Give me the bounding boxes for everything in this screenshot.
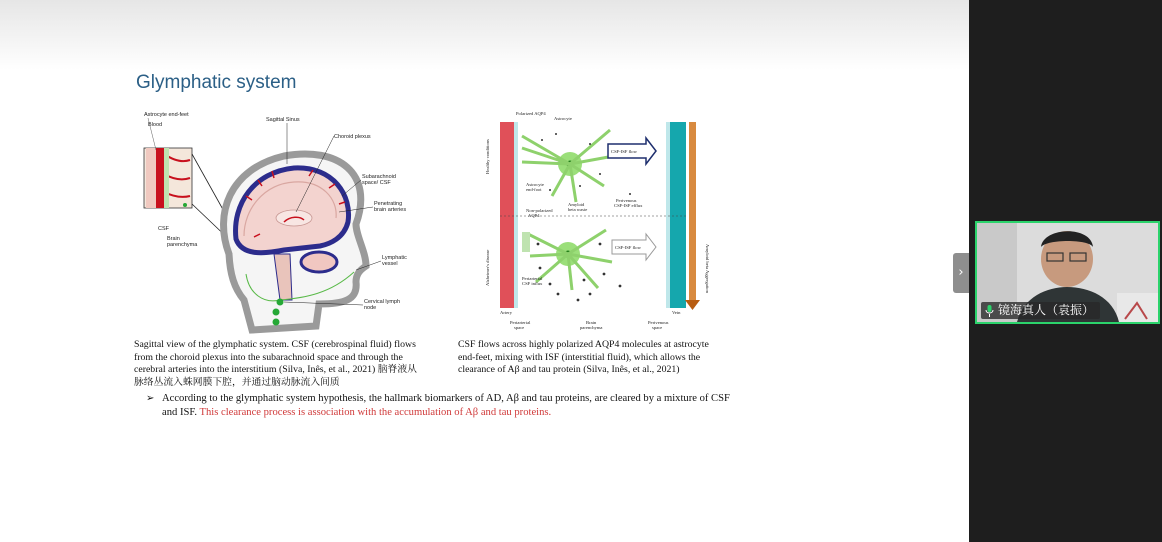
caption-right bbox=[458, 339, 740, 377]
svg-text:CSF-ISF flow: CSF-ISF flow bbox=[615, 245, 641, 250]
caption-left bbox=[134, 339, 450, 389]
svg-text:Non-polarized: Non-polarized bbox=[526, 208, 553, 213]
label-brain-2: parenchyma bbox=[167, 242, 198, 248]
label-sagittal-sinus: Sagittal Sinus bbox=[266, 117, 300, 123]
label-healthy-conditions: Healthy conditions bbox=[485, 139, 490, 174]
text-line: clearance of Aβ and tau protein (Silva, Inês, et al., 2021) bbox=[458, 364, 680, 376]
text-line: cerebral arteries into the interstitium (Silva, Inês, et al., 2021) 脑脊液从 bbox=[134, 364, 417, 376]
label-csf-left: CSF bbox=[158, 226, 169, 232]
lymph-node-2 bbox=[273, 309, 280, 316]
svg-text:Brain: Brain bbox=[586, 320, 597, 325]
slide-title: Glymphatic system bbox=[136, 72, 297, 93]
bullet-text: According to the glymphatic system hypothesis, the hallmark biomarkers of AD, Aβ and tau proteins, are cleared by a mixture of CSF and ISF. bbox=[162, 393, 730, 418]
mic-icon bbox=[985, 305, 994, 317]
csf-flow-arrow-healthy bbox=[608, 138, 656, 164]
svg-text:Periarterial: Periarterial bbox=[510, 320, 531, 325]
participant-name-label bbox=[981, 302, 1100, 319]
lymph-node-3 bbox=[273, 319, 280, 326]
svg-text:CSF-ISF flow: CSF-ISF flow bbox=[611, 149, 637, 154]
participant-name: 镜海真人（袁振） bbox=[998, 303, 1095, 317]
label-lymphatic-2: vessel bbox=[382, 261, 398, 267]
text-line: CSF flows across highly polarized AQP4 molecules at astrocyte bbox=[458, 339, 709, 350]
aqp4-astrocyte-figure bbox=[480, 104, 740, 334]
text-line bbox=[162, 392, 747, 419]
label-lymphatic-1: Lymphatic bbox=[382, 255, 407, 261]
svg-text:Astrocyte: Astrocyte bbox=[526, 182, 544, 187]
label-cervical-1: Cervical lymph bbox=[364, 299, 401, 305]
chevron-right-icon: › bbox=[958, 265, 964, 280]
label-blood: Blood bbox=[148, 122, 163, 128]
svg-text:Periarterial: Periarterial bbox=[522, 276, 543, 281]
svg-text:Amyloid: Amyloid bbox=[568, 202, 585, 207]
label-astrocyte-end-feet: Astrocyte end-feet bbox=[144, 112, 189, 118]
label-vein: Vein bbox=[672, 310, 681, 315]
svg-text:parenchyma: parenchyma bbox=[580, 325, 603, 330]
label-cervical-2: node bbox=[364, 305, 377, 311]
svg-text:beta waste: beta waste bbox=[568, 207, 588, 212]
svg-text:Perivenous: Perivenous bbox=[616, 198, 637, 203]
svg-text:space: space bbox=[652, 325, 663, 330]
svg-text:space: space bbox=[514, 325, 525, 330]
svg-text:end-foot: end-foot bbox=[526, 187, 542, 192]
label-artery: Artery bbox=[500, 310, 512, 315]
aggregation-arrow bbox=[689, 122, 696, 302]
csf-flow-arrow-ad bbox=[612, 234, 656, 260]
text-line: 脉络丛流入蛛网膜下腔，并通过脑动脉流入间质 bbox=[134, 376, 340, 388]
svg-text:CSF influx: CSF influx bbox=[522, 281, 543, 286]
svg-text:Astrocyte: Astrocyte bbox=[554, 116, 572, 121]
label-brain-1: Brain bbox=[167, 236, 180, 242]
label-amyloid-aggregation: Amyloid beta Aggregation bbox=[705, 244, 710, 293]
inset-blood bbox=[156, 148, 164, 208]
bullet-text-highlight: This clearance process is association with the accumulation of Aβ and tau proteins. bbox=[199, 406, 552, 418]
lymph-node-1 bbox=[277, 299, 284, 306]
label-penetrating-1: Penetrating bbox=[374, 201, 403, 207]
text-line: Sagittal view of the glymphatic system. CSF (cerebrospinal fluid) flows bbox=[134, 339, 416, 350]
inset-endfeet bbox=[164, 148, 169, 208]
label-choroid-plexus: Choroid plexus bbox=[334, 134, 371, 140]
label-alzheimers: Alzheimer's disease bbox=[485, 249, 490, 286]
label-subarachnoid-1: Subarachnoid bbox=[362, 174, 396, 180]
sagittal-brain-figure bbox=[134, 104, 424, 336]
svg-text:Polarized AQP4: Polarized AQP4 bbox=[516, 111, 546, 116]
artery-bar bbox=[500, 122, 514, 308]
svg-text:CSF-ISF efflux: CSF-ISF efflux bbox=[614, 203, 643, 208]
vein-bar bbox=[670, 122, 686, 308]
collapse-sidebar-button[interactable] bbox=[953, 253, 969, 293]
svg-text:AQP4: AQP4 bbox=[528, 213, 540, 218]
label-penetrating-2: brain arteries bbox=[374, 207, 407, 213]
text-line: from the choroid plexus into the subarachnoid space and through the bbox=[134, 351, 403, 363]
bullet-arrow-icon: ➢ bbox=[146, 393, 155, 404]
text-line: end-feet, mixing with ISF (interstitial fluid), which allows the bbox=[458, 351, 701, 363]
participant-video-tile[interactable] bbox=[975, 221, 1160, 324]
label-subarachnoid-2: space/ CSF bbox=[362, 180, 391, 186]
svg-text:Perivenous: Perivenous bbox=[648, 320, 669, 325]
